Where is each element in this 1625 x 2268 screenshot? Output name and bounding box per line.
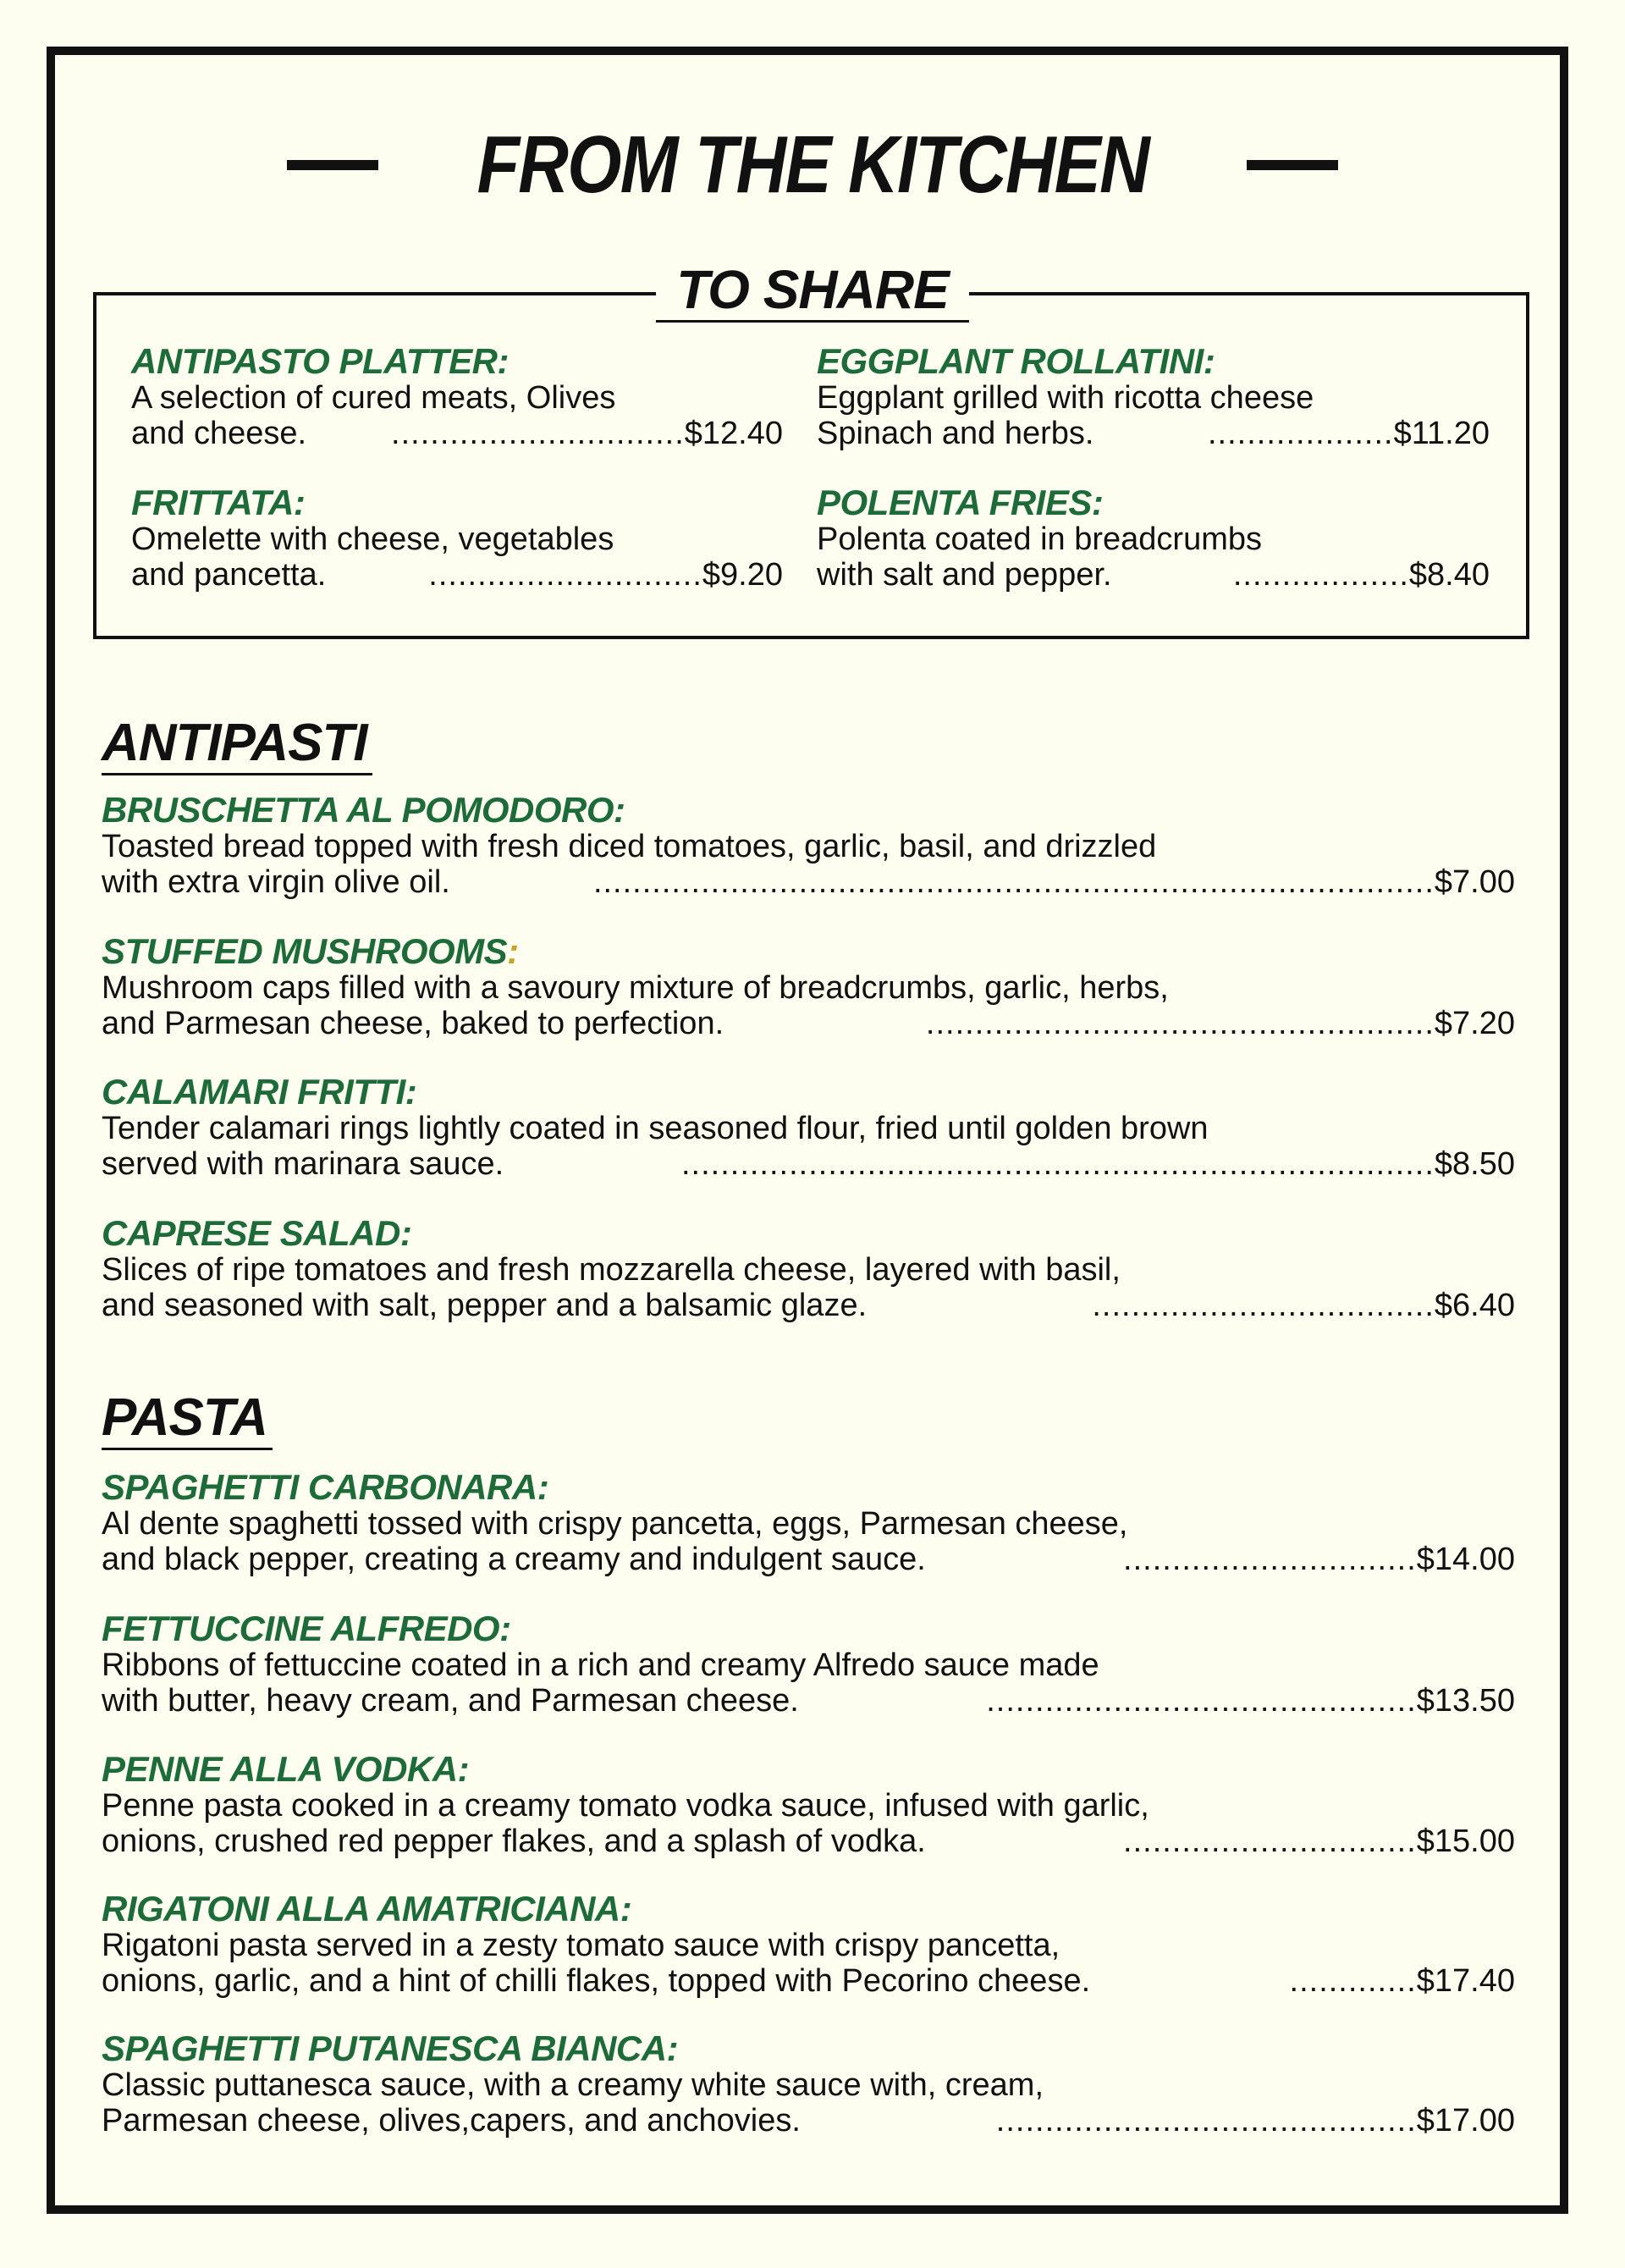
menu-item-antipasto-platter	[131, 343, 783, 451]
item-name: STUFFED MUSHROOMS:	[102, 931, 519, 971]
leader-dots: ..............................	[1123, 1824, 1417, 1859]
item-desc-line2: served with marinara sauce. ............................................................................. $8.50	[102, 1146, 1515, 1182]
item-desc-line1: Omelette with cheese, vegetables	[131, 521, 614, 557]
item-desc-line2: with butter, heavy cream, and Parmesan cheese. ............................................ $13.50	[102, 1683, 1515, 1719]
menu-item-polenta-fries	[817, 484, 1490, 593]
item-desc-line1: Rigatoni pasta served in a zesty tomato sauce with crispy pancetta,	[102, 1928, 1060, 1963]
item-desc-line1: Toasted bread topped with fresh diced tomatoes, garlic, basil, and drizzled	[102, 829, 1157, 864]
item-price: $14.00	[1416, 1542, 1515, 1577]
menu-item-stuffed-mushrooms	[102, 933, 1515, 1041]
item-name-colon: :	[507, 931, 519, 971]
item-price: $6.40	[1434, 1288, 1515, 1323]
item-name: EGGPLANT ROLLATINI:	[817, 341, 1215, 381]
item-name: FETTUCCINE ALFREDO:	[102, 1609, 511, 1648]
item-name: PENNE ALLA VODKA:	[102, 1749, 470, 1789]
item-desc-line2: onions, crushed red pepper flakes, and a splash of vodka. .............................. $15.00	[102, 1824, 1515, 1859]
leader-dots: ..............................	[391, 416, 685, 451]
leader-dots: ...................................	[1092, 1288, 1435, 1323]
item-desc-line2: and cheese. .............................. $12.40	[131, 416, 783, 451]
menu-item-rigatoni-amatriciana	[102, 1890, 1515, 1999]
item-name: SPAGHETTI CARBONARA:	[102, 1467, 549, 1507]
item-name: ANTIPASTO PLATTER:	[131, 341, 509, 381]
item-desc-line2: and pancetta. ............................ $9.20	[131, 557, 783, 593]
item-price: $17.40	[1416, 1963, 1515, 1999]
item-desc-line1: Polenta coated in breadcrumbs	[817, 521, 1262, 557]
item-price: $8.40	[1408, 557, 1490, 593]
item-desc-line1: A selection of cured meats, Olives	[131, 380, 616, 416]
item-desc-line2: and black pepper, creating a creamy and indulgent sauce. .............................. $14.00	[102, 1542, 1515, 1577]
item-price: $7.00	[1434, 864, 1515, 900]
item-desc-line2: and Parmesan cheese, baked to perfection. .................................................... $7.20	[102, 1006, 1515, 1041]
leader-dots: ...................	[1207, 416, 1394, 451]
section-title-pasta: PASTA	[102, 1388, 273, 1450]
leader-dots: .............	[1289, 1963, 1417, 1999]
to-share-heading: TO SHARE	[656, 259, 969, 323]
item-name: CAPRESE SALAD:	[102, 1213, 412, 1253]
item-name: POLENTA FRIES:	[817, 483, 1104, 522]
leader-dots: ...........................................	[995, 2103, 1417, 2138]
leader-dots: ......................................................................................	[592, 864, 1435, 900]
item-price: $12.40	[684, 416, 783, 451]
menu-item-caprese-salad	[102, 1215, 1515, 1323]
item-price: $15.00	[1416, 1824, 1515, 1859]
leader-dots: ............................	[428, 557, 702, 593]
item-price: $17.00	[1416, 2103, 1515, 2138]
menu-item-spaghetti-carbonara	[102, 1469, 1515, 1577]
title-dash-left	[287, 160, 378, 170]
item-name: BRUSCHETTA AL POMODORO:	[102, 790, 625, 830]
item-price: $9.20	[702, 557, 783, 593]
leader-dots: ....................................................	[925, 1006, 1435, 1041]
item-price: $13.50	[1416, 1683, 1515, 1719]
section-title-antipasti: ANTIPASTI	[102, 714, 372, 775]
item-price: $7.20	[1434, 1006, 1515, 1041]
item-desc-line1: Classic puttanesca sauce, with a creamy white sauce with, cream,	[102, 2067, 1044, 2103]
item-name: FRITTATA:	[131, 483, 306, 522]
item-desc-line1: Ribbons of fettuccine coated in a rich and creamy Alfredo sauce made	[102, 1647, 1099, 1683]
item-desc-line2: Parmesan cheese, olives,capers, and anchovies. ........................................... $17.00	[102, 2103, 1515, 2138]
item-name: CALAMARI FRITTI:	[102, 1072, 417, 1112]
item-desc-line1: Eggplant grilled with ricotta cheese	[817, 380, 1314, 416]
menu-item-penne-alla-vodka	[102, 1751, 1515, 1859]
item-price: $8.50	[1434, 1146, 1515, 1182]
leader-dots: .............................................................................	[680, 1146, 1435, 1182]
menu-item-calamari-fritti	[102, 1073, 1515, 1182]
leader-dots: ............................................	[986, 1683, 1417, 1719]
menu-title: FROM THE KITCHEN	[476, 119, 1149, 210]
menu-item-fettuccine-alfredo	[102, 1610, 1515, 1719]
menu-item-eggplant-rollatini	[817, 343, 1490, 451]
menu-item-bruschetta	[102, 792, 1515, 900]
item-desc-line2: Spinach and herbs. ................... $11.20	[817, 416, 1490, 451]
item-desc-line1: Al dente spaghetti tossed with crispy pancetta, eggs, Parmesan cheese,	[102, 1506, 1128, 1542]
leader-dots: ..............................	[1123, 1542, 1417, 1577]
item-price: $11.20	[1393, 416, 1490, 451]
to-share-heading-wrap	[0, 259, 1625, 323]
item-desc-line1: Tender calamari rings lightly coated in seasoned flour, fried until golden brown	[102, 1111, 1209, 1146]
item-desc-line2: with salt and pepper. .................. $8.40	[817, 557, 1490, 593]
item-name: SPAGHETTI PUTANESCA BIANCA:	[102, 2028, 679, 2068]
item-desc-line2: onions, garlic, and a hint of chilli flakes, topped with Pecorino cheese. ............. $17.40	[102, 1963, 1515, 1999]
menu-item-frittata	[131, 484, 783, 593]
menu-item-spaghetti-putanesca	[102, 2030, 1515, 2138]
item-desc-line1: Slices of ripe tomatoes and fresh mozzarella cheese, layered with basil,	[102, 1252, 1121, 1288]
item-name: RIGATONI ALLA AMATRICIANA:	[102, 1889, 632, 1929]
item-desc-line2: with extra virgin olive oil. ...................................................................................... $7.00	[102, 864, 1515, 900]
item-desc-line2: and seasoned with salt, pepper and a balsamic glaze. ................................... $6.40	[102, 1288, 1515, 1323]
item-desc-line1: Penne pasta cooked in a creamy tomato vodka sauce, infused with garlic,	[102, 1788, 1149, 1824]
title-dash-right	[1247, 160, 1338, 170]
item-desc-line1: Mushroom caps filled with a savoury mixture of breadcrumbs, garlic, herbs,	[102, 970, 1169, 1006]
menu-title-row	[0, 119, 1625, 212]
leader-dots: ..................	[1232, 557, 1409, 593]
